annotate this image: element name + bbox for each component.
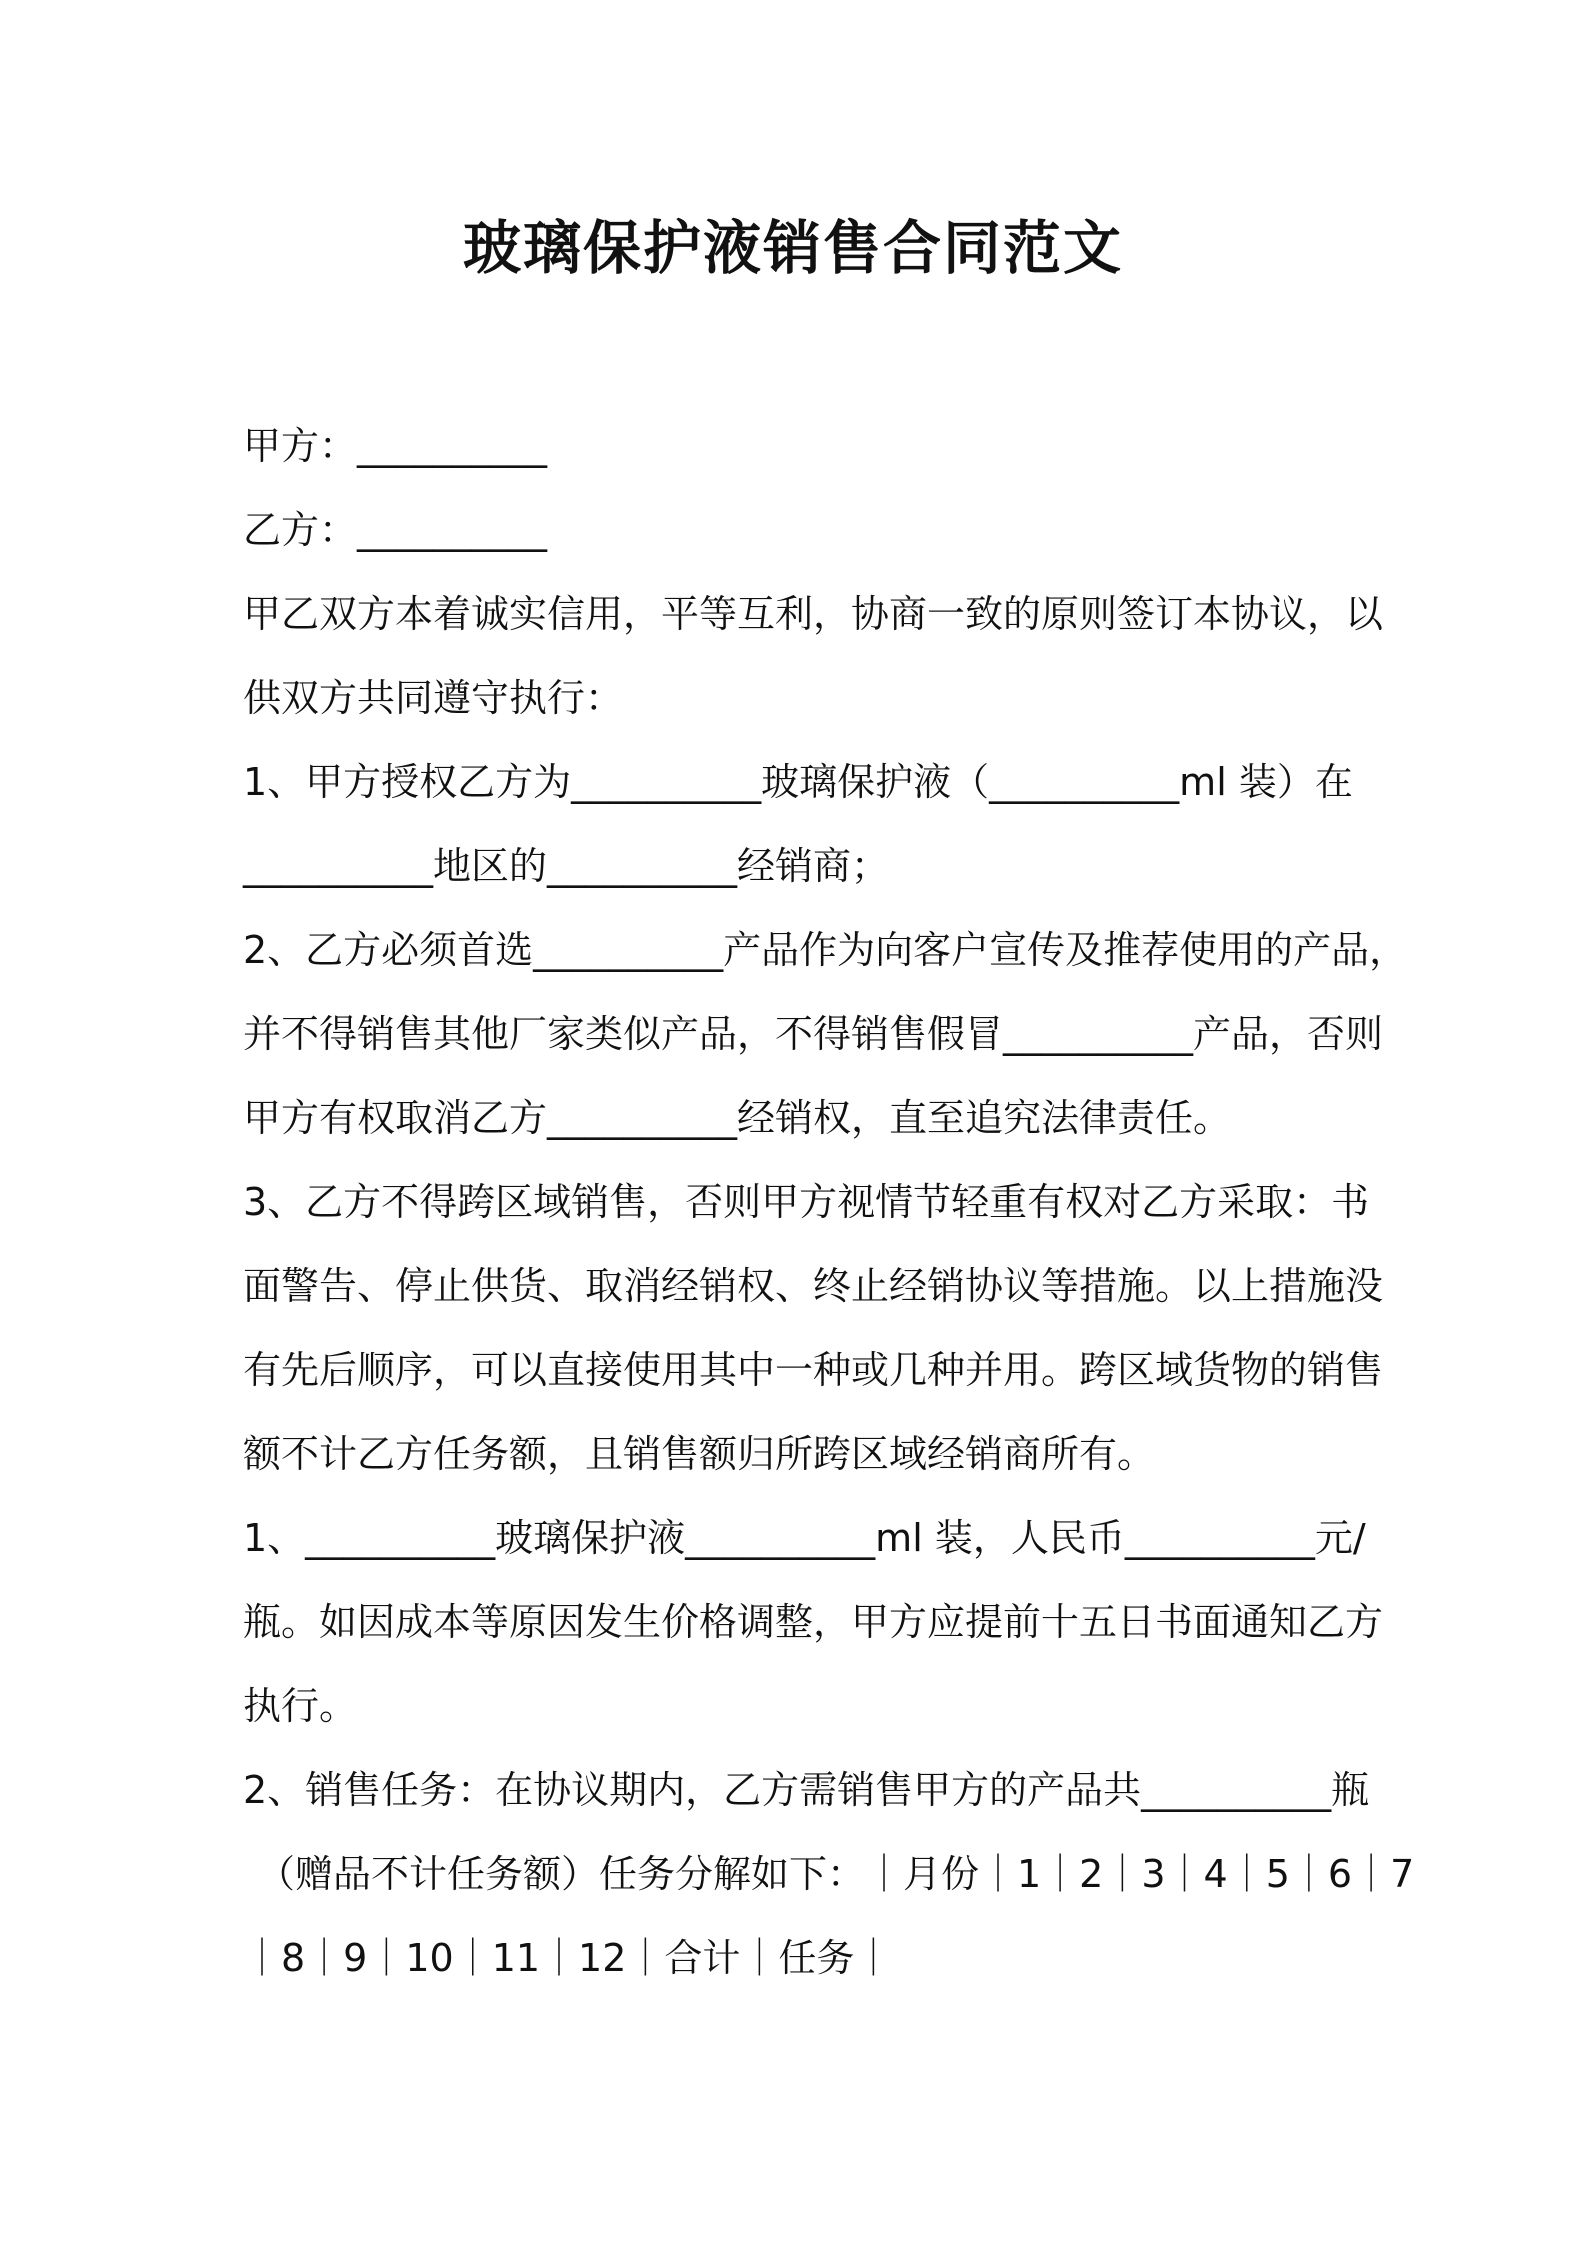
clause-line: 并不得销售其他厂家类似产品，不得销售假冒__________产品，否则 — [243, 1012, 1384, 1056]
clause-line: __________地区的__________经销商； — [243, 844, 890, 888]
clause-line: 甲方有权取消乙方__________经销权，直至追究法律责任。 — [243, 1096, 1232, 1140]
preamble-line: 供双方共同遵守执行： — [243, 676, 624, 720]
document-title: 玻璃保护液销售合同范文 — [462, 214, 1123, 282]
clause-line: 面警告、停止供货、取消经销权、终止经销协议等措施。以上措施没 — [243, 1264, 1384, 1308]
price-clause-line: 1、__________玻璃保护液__________ml 装，人民币__________元/ — [243, 1516, 1366, 1560]
party-a-line: 甲方：__________ — [243, 424, 548, 468]
party-b-line: 乙方：__________ — [243, 508, 548, 552]
clause-line: 1、甲方授权乙方为__________玻璃保护液（__________ml 装）在 — [243, 760, 1353, 804]
sales-task-table-line: （赠品不计任务额）任务分解如下：｜月份｜1｜2｜3｜4｜5｜6｜7 — [257, 1852, 1415, 1896]
document-body — [243, 404, 1415, 2000]
price-clause-line: 执行。 — [243, 1684, 358, 1728]
preamble-line: 甲乙双方本着诚实信用，平等互利，协商一致的原则签订本协议，以 — [243, 592, 1384, 636]
clause-line: 有先后顺序，可以直接使用其中一种或几种并用。跨区域货物的销售 — [243, 1348, 1384, 1392]
sales-task-line: 2、销售任务：在协议期内，乙方需销售甲方的产品共__________瓶 — [243, 1768, 1370, 1812]
clause-line: 额不计乙方任务额，且销售额归所跨区域经销商所有。 — [243, 1432, 1156, 1476]
price-clause-line: 瓶。如因成本等原因发生价格调整，甲方应提前十五日书面通知乙方 — [243, 1600, 1384, 1644]
clause-line: 3、乙方不得跨区域销售，否则甲方视情节轻重有权对乙方采取：书 — [243, 1180, 1370, 1224]
sales-task-table-line: ｜8｜9｜10｜11｜12｜合计｜任务｜ — [243, 1936, 893, 1980]
clause-line: 2、乙方必须首选__________产品作为向客户宣传及推荐使用的产品， — [243, 928, 1408, 972]
